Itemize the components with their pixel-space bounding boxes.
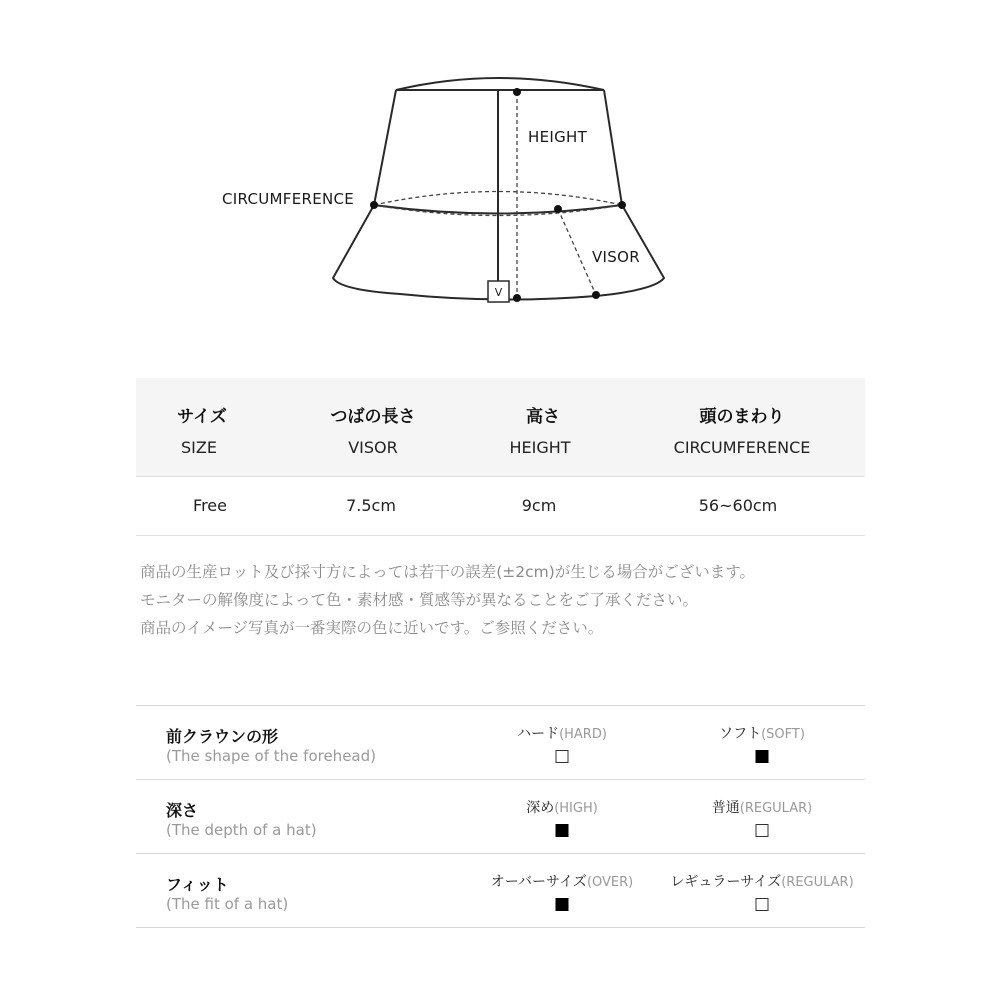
size-table-header: [136, 378, 865, 477]
option-label-hard: ハード(HARD): [517, 726, 607, 742]
feature-row-fit: [136, 854, 865, 928]
checkbox-high: [556, 824, 569, 837]
note-line: 商品のイメージ写真が一番実際の色に近いです。ご参照ください。: [140, 619, 604, 637]
checkbox-regular-size: [756, 898, 769, 911]
visor-label: VISOR: [592, 248, 640, 266]
checkbox-soft: [756, 750, 769, 763]
header-height-jp: 高さ: [526, 407, 560, 427]
value-visor: 7.5cm: [346, 496, 396, 515]
feature-row-depth: [136, 780, 865, 854]
option-label-regular-size: レギュラーサイズ(REGULAR): [670, 874, 854, 890]
header-circumference-en: CIRCUMFERENCE: [673, 438, 811, 457]
value-size: Free: [193, 496, 227, 515]
size-table: [136, 378, 865, 536]
feature-row-forehead-shape: [136, 706, 865, 780]
header-visor-en: VISOR: [348, 438, 398, 457]
option-label-regular: 普通(REGULAR): [711, 800, 813, 816]
feature-title-jp: 深さ: [166, 801, 199, 820]
note-line: 商品の生産ロット及び採寸方によっては若干の誤差(±2cm)が生じる場合がございます。: [140, 563, 756, 581]
value-height: 9cm: [521, 496, 557, 515]
height-label: HEIGHT: [528, 128, 588, 146]
feature-title-jp: フィット: [166, 875, 229, 894]
feature-title-jp: 前クラウンの形: [166, 727, 279, 746]
feature-title-en: (The depth of a hat): [166, 821, 317, 839]
header-height-en: HEIGHT: [509, 438, 571, 457]
notes: [140, 558, 870, 642]
bucket-hat-illustration: [0, 0, 1000, 340]
note-line: モニターの解像度によって色・素材感・質感等が異なることをご了承ください。: [140, 591, 699, 609]
header-size-en: SIZE: [181, 438, 217, 457]
header-circumference-jp: 頭のまわり: [699, 407, 785, 427]
option-label-soft: ソフト(SOFT): [719, 726, 805, 742]
checkbox-hard: [556, 750, 569, 763]
header-visor-jp: つばの長さ: [330, 407, 416, 427]
size-table-row: [136, 477, 865, 536]
feature-title-en: (The shape of the forehead): [166, 747, 376, 765]
hat-size-diagram: [0, 0, 1000, 340]
checkbox-regular: [756, 824, 769, 837]
circumference-label: CIRCUMFERENCE: [222, 190, 355, 208]
feature-table: [136, 705, 865, 928]
svg-text:V: V: [494, 286, 503, 299]
option-label-oversize: オーバーサイズ(OVER): [490, 874, 634, 890]
header-size-jp: サイズ: [177, 407, 227, 427]
value-circumference: 56~60cm: [698, 496, 778, 515]
option-label-high: 深め(HIGH): [526, 800, 598, 816]
checkbox-oversize: [556, 898, 569, 911]
feature-title-en: (The fit of a hat): [166, 895, 289, 913]
